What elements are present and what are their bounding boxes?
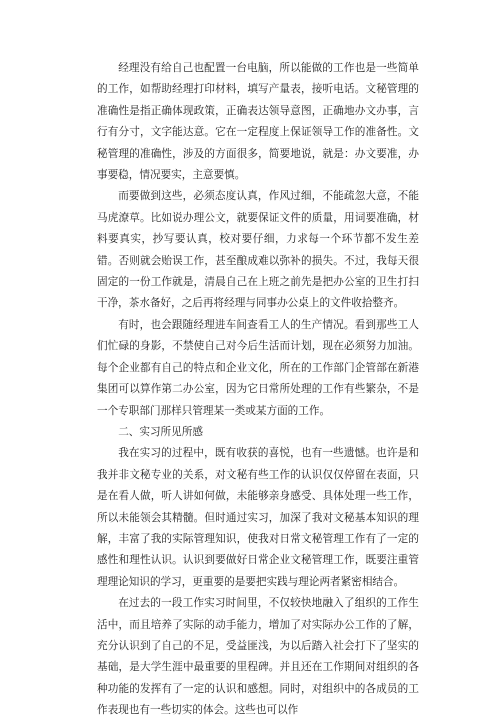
section-heading: 二、实习所见所感: [118, 425, 203, 438]
body-paragraph-3: 有时，也会跟随经理进车间查看工人的生产情况。看到那些工人们忙碌的身影，不禁使自己对今后生活而计划，现在必须努力加油。每个企业都有自己的特点和企业文化，所在的工作部门企管部在新港集团可以算作第二办公室，因为它日常所处理的工作有些繁杂，不是一个专职部门那样只管理某一类或某方面的工作。: [97, 318, 419, 417]
document-body: [97, 58, 419, 722]
body-paragraph-5: 在过去的一段工作实习时间里，不仅较快地融入了组织的工作生活中，而且培养了实际的动手能力，增加了对实际办公工作的了解，充分认识到了自己的不足，受益匪浅，为以后踏入社会打下了坚实的基础，是大学生涯中最重要的里程碑。并且还在工作期间对组织的各种功能的发挥有了一定的认识和感想。同时，对组织中的各成员的工作表现也有一些切实的体会。这些也可以作: [97, 597, 419, 717]
body-paragraph-1: 经理没有给自己也配置一台电脑，所以能做的工作也是一些简单的工作，如帮助经理打印材料，填写产量表，接听电话。文秘管理的准确性是指正确体现政策，正确表达领导意图，正确地办文办事，言行有分寸，文字能达意。它在一定程度上保证领导工作的准备性。文秘管理的准确性，涉及的方面很多，简要地说，就是：办文要准，办事要稳，情况要实，主意要慎。: [97, 62, 419, 182]
body-paragraph-4: 我在实习的过程中，既有收获的喜悦，也有一些遗憾。也许是和我并非文秘专业的关系，对文秘有些工作的认识仅仅停留在表面，只是在看人做，听人讲如何做，未能够亲身感受、具体处理一些工作，所以未能领会其精髓。但时通过实习，加深了我对文秘基本知识的理解，丰富了我的实际管理知识，使我对日常文秘管理工作有了一定的感性和理性认识。认识到要做好日常企业文秘管理工作，既要注重管理理论知识的学习，更重要的是要把实践与理论两者紧密相结合。: [97, 447, 419, 588]
body-paragraph-2: 而要做到这些，必须态度认真，作风过细，不能疏忽大意，不能马虎潦草。比如说办理公文，就要保证文件的质量，用词要准确，材料要真实，抄写要认真，校对要仔细，力求每一个环节都不发生差错。否则就会贻误工作，甚至酿成难以弥补的损失。不过，我每天很固定的一份工作就是，清晨自己在上班之前先是把办公室的卫生打扫干净，茶水备好，之后再将经理与同事办公桌上的文件收拾整齐。: [97, 190, 419, 310]
